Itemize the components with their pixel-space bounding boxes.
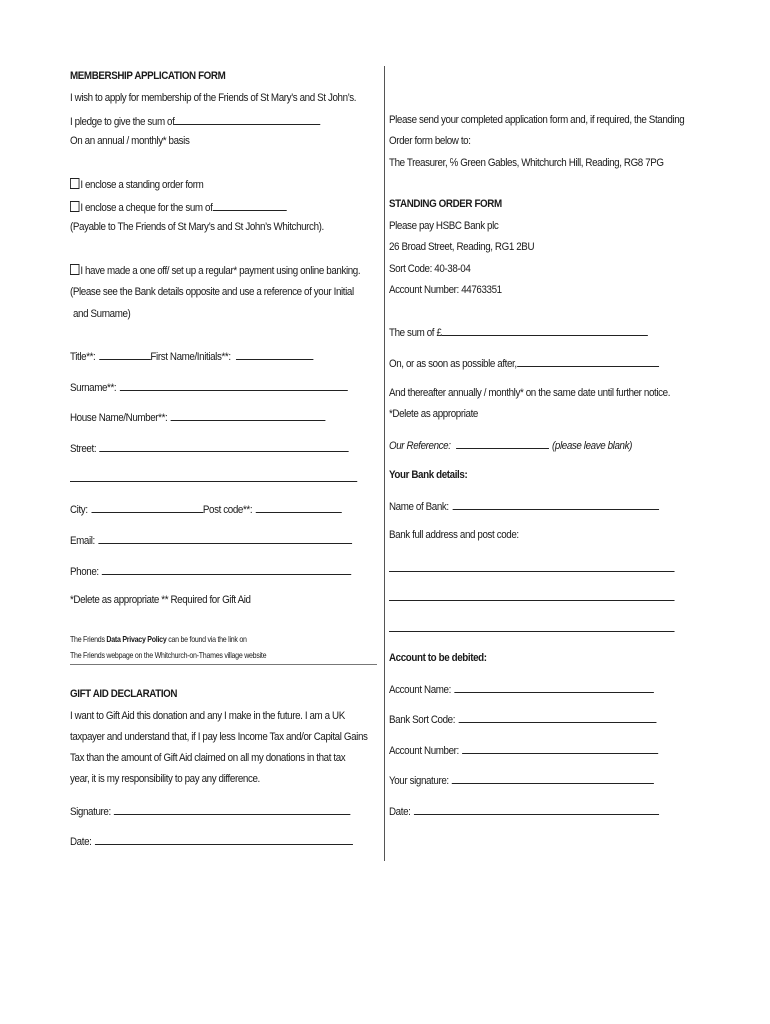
privacy-line-1 — [70, 633, 247, 647]
bank-address-line-2 — [389, 589, 675, 605]
debit-account-field[interactable] — [462, 742, 658, 754]
title-field[interactable] — [99, 348, 151, 360]
debit-account-row — [389, 742, 658, 758]
bank-address-line-3 — [389, 620, 675, 636]
account-name-row — [389, 681, 654, 697]
treasurer-address: The Treasurer, ℅ Green Gables, Whitchurch Hill, Reading, RG8 7PG — [389, 157, 664, 169]
house-field[interactable] — [171, 409, 326, 421]
email-row — [70, 532, 352, 548]
city-label: City: — [70, 504, 88, 516]
reference-row — [389, 437, 632, 453]
basis-line: On an annual / monthly* basis — [70, 135, 190, 147]
option-cheque — [70, 199, 286, 215]
start-date-field[interactable] — [517, 355, 659, 367]
your-signature-row — [389, 772, 654, 788]
gift-aid-date-row — [70, 833, 353, 849]
bank-note-line-2: and Surname) — [73, 308, 131, 320]
option-online-label: I have made a one off/ set up a regular* payment using online banking. — [80, 265, 361, 277]
so-date-field[interactable] — [414, 803, 659, 815]
bank-address-line-1 — [389, 560, 675, 576]
delete-note: *Delete as appropriate ** Required for Gift Aid — [70, 594, 251, 606]
option-online-banking — [70, 264, 360, 278]
debit-account-label: Account Number: — [389, 745, 459, 757]
bank-address-label: Bank full address and post code: — [389, 529, 519, 541]
privacy-suffix: can be found via the link on — [166, 635, 247, 644]
city-row — [70, 501, 342, 517]
reference-field[interactable] — [456, 437, 549, 449]
gift-aid-date-label: Date: — [70, 836, 92, 848]
send-line-2: Order form below to: — [389, 135, 471, 147]
so-delete-note: *Delete as appropriate — [389, 408, 478, 420]
account-name-field[interactable] — [454, 681, 654, 693]
cheque-amount-field[interactable] — [212, 199, 286, 211]
account-name-label: Account Name: — [389, 684, 451, 696]
phone-row — [70, 563, 352, 579]
gift-aid-line-1: I want to Gift Aid this donation and any I make in the future. I am a UK — [70, 710, 345, 722]
email-label: Email: — [70, 535, 95, 547]
sum-row — [389, 324, 648, 340]
house-row — [70, 409, 326, 425]
street-line-2 — [70, 470, 357, 486]
bank-address-field-3[interactable] — [389, 620, 675, 632]
membership-title: MEMBERSHIP APPLICATION FORM — [70, 70, 226, 82]
sum-label: The sum of £ — [389, 327, 442, 339]
so-date-row — [389, 803, 659, 819]
option-standing-order — [70, 178, 203, 192]
bank-name-field[interactable] — [452, 498, 658, 510]
thereafter-line: And thereafter annually / monthly* on the same date until further notice. — [389, 387, 671, 399]
option-cheque-label: I enclose a cheque for the sum of — [80, 202, 213, 214]
online-banking-checkbox[interactable] — [70, 264, 79, 275]
debited-title: Account to be debited: — [389, 652, 487, 664]
account-number: Account Number: 44763351 — [389, 284, 502, 296]
gift-aid-line-2: taxpayer and understand that, if I pay less Income Tax and/or Capital Gains — [70, 731, 368, 743]
your-bank-title: Your Bank details: — [389, 469, 468, 481]
bank-sort-field[interactable] — [459, 711, 657, 723]
bank-name-row — [389, 498, 659, 514]
bank-sort-label: Bank Sort Code: — [389, 714, 456, 726]
so-date-label: Date: — [389, 806, 411, 818]
on-row — [389, 355, 659, 371]
bank-address-field-2[interactable] — [389, 589, 675, 601]
gift-aid-line-4: year, it is my responsibility to pay any difference. — [70, 773, 260, 785]
postcode-field[interactable] — [256, 501, 342, 513]
email-field[interactable] — [98, 532, 352, 544]
bank-name-label: Name of Bank: — [389, 501, 449, 513]
privacy-prefix: The Friends — [70, 635, 107, 644]
sum-field[interactable] — [442, 324, 648, 336]
street-row — [70, 440, 349, 456]
bank-address-field-1[interactable] — [389, 560, 675, 572]
postcode-label: Post code**: — [202, 504, 253, 516]
privacy-policy-link[interactable]: Data Privacy Policy — [106, 635, 167, 644]
street-label: Street: — [70, 443, 97, 455]
on-label: On, or as soon as possible after, — [389, 358, 517, 370]
title-row — [70, 348, 313, 364]
your-signature-field[interactable] — [452, 772, 654, 784]
bank-sort-row — [389, 711, 656, 727]
reference-label: Our Reference: — [389, 440, 451, 452]
first-name-field[interactable] — [236, 348, 313, 360]
privacy-line-2: The Friends webpage on the Whitchurch-on-Thames village website — [70, 651, 267, 660]
your-signature-label: Your signature: — [389, 775, 449, 787]
pledge-row — [70, 113, 321, 129]
standing-order-title: STANDING ORDER FORM — [389, 198, 502, 210]
street-field[interactable] — [100, 440, 349, 452]
bank-name: Please pay HSBC Bank plc — [389, 220, 499, 232]
house-label: House Name/Number**: — [70, 412, 168, 424]
standing-order-checkbox[interactable] — [70, 178, 79, 189]
first-name-label: First Name/Initials**: — [150, 351, 231, 363]
surname-label: Surname**: — [70, 382, 117, 394]
bank-address: 26 Broad Street, Reading, RG1 2BU — [389, 241, 535, 253]
option-standing-order-label: I enclose a standing order form — [80, 179, 204, 191]
reference-note: (please leave blank) — [552, 440, 632, 452]
section-divider — [70, 664, 377, 665]
gift-aid-title: GIFT AID DECLARATION — [70, 688, 178, 700]
surname-row — [70, 379, 348, 395]
payable-note: (Payable to The Friends of St Mary’s and St John’s Whitchurch). — [70, 221, 324, 233]
pledge-amount-field[interactable] — [174, 113, 320, 125]
gift-aid-date-field[interactable] — [95, 833, 353, 845]
gift-aid-signature-row — [70, 803, 351, 819]
sort-code: Sort Code: 40-38-04 — [389, 263, 471, 275]
gift-aid-signature-label: Signature: — [70, 806, 111, 818]
gift-aid-signature-field[interactable] — [114, 803, 351, 815]
send-line-1: Please send your completed application form and, if required, the Standing — [389, 114, 685, 126]
street-field-2[interactable] — [70, 470, 357, 482]
bank-note-line-1: (Please see the Bank details opposite and use a reference of your Initial — [70, 286, 354, 298]
phone-field[interactable] — [102, 563, 351, 575]
cheque-checkbox[interactable] — [70, 201, 79, 212]
apply-line: I wish to apply for membership of the Friends of St Mary’s and St John’s. — [70, 92, 357, 104]
pledge-label: I pledge to give the sum of — [70, 116, 175, 128]
surname-field[interactable] — [120, 379, 348, 391]
gift-aid-line-3: Tax than the amount of Gift Aid claimed on all my donations in that tax — [70, 752, 346, 764]
phone-label: Phone: — [70, 566, 99, 578]
city-field[interactable] — [91, 501, 203, 513]
column-divider — [384, 66, 385, 861]
title-label: Title**: — [70, 351, 96, 363]
